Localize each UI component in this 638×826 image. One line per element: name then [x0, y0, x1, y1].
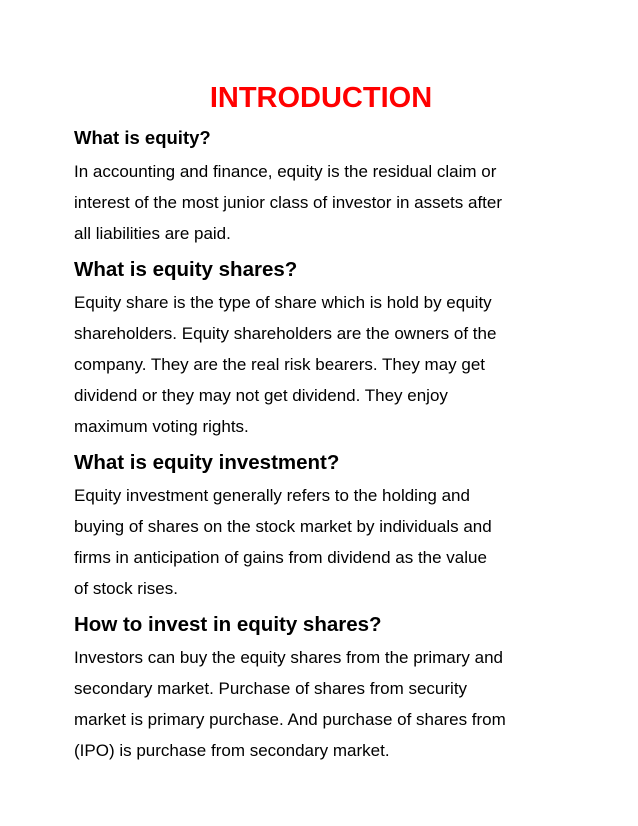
paragraph-line: Equity share is the type of share which is hold by equity: [74, 293, 492, 312]
section-heading: What is equity investment?: [74, 451, 340, 474]
paragraph-line: buying of shares on the stock market by individuals and: [74, 517, 492, 536]
paragraph-line: market is primary purchase. And purchase of shares from: [74, 710, 506, 729]
paragraph-line: secondary market. Purchase of shares from security: [74, 679, 468, 698]
paragraph-line: maximum voting rights.: [74, 417, 249, 436]
paragraph-line: company. They are the real risk bearers. They may get: [74, 355, 486, 374]
section-what-is-equity-investment: [74, 449, 574, 604]
section-how-to-invest: [74, 611, 574, 766]
paragraph-line: firms in anticipation of gains from dividend as the value: [74, 548, 487, 567]
section-heading: What is equity shares?: [74, 258, 298, 281]
paragraph-line: shareholders. Equity shareholders are the owners of the: [74, 324, 497, 343]
page-title: INTRODUCTION: [209, 82, 433, 114]
section-heading: How to invest in equity shares?: [74, 613, 382, 636]
paragraph-line: all liabilities are paid.: [74, 224, 231, 243]
paragraph-line: interest of the most junior class of investor in assets after: [74, 193, 503, 212]
paragraph-line: Equity investment generally refers to the holding and: [74, 486, 470, 505]
section-paragraph: [74, 642, 574, 766]
paragraph-line: of stock rises.: [74, 579, 178, 598]
paragraph-line: dividend or they may not get dividend. They enjoy: [74, 386, 448, 405]
section-what-is-equity-shares: [74, 256, 574, 442]
section-heading: What is equity?: [74, 127, 211, 148]
section-what-is-equity: [74, 126, 574, 249]
document-page: [74, 78, 574, 773]
paragraph-line: Investors can buy the equity shares from the primary and: [74, 648, 503, 667]
paragraph-line: (IPO) is purchase from secondary market.: [74, 741, 390, 760]
section-paragraph: [74, 287, 574, 442]
paragraph-line: In accounting and finance, equity is the residual claim or: [74, 162, 497, 181]
section-paragraph: [74, 156, 574, 249]
section-paragraph: [74, 480, 574, 604]
